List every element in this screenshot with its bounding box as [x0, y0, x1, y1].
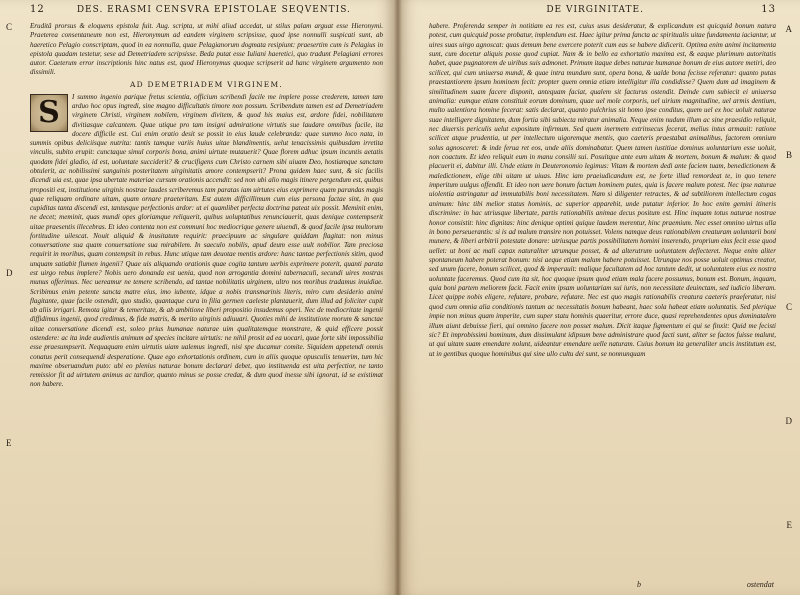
left-page	[0, 0, 397, 595]
left-intro-text: Eruditâ prorsus & eloquens epistola fuit. Aug. scripta, ut mihi aliud accedat, ut stilus palam arguat esse Hieronymi. Praeterea consentaneum non est, Hieronymum ad eandem virginem scripsisse, quod ipse nonnulli suspicati sunt, ab haeretico Pelagio conscriptam, quod in ea nonnulla, quae Pelagianorum dogmata resipiunt: praesertim cum is Pelagius in epistola quadam testetur, sese ad Demetriadem scripsisse. Beda putat esse Iuliani haeretici, quo tradunt Pelagiani errores autor. Caeterum error inscriptionis hinc natus est, quod Hieronymus quoque scripserit ad hanc virginem argumento non dissimili.	[30, 22, 383, 77]
left-marginal-letter-c: C	[6, 22, 13, 32]
right-marginal-letter-b: B	[785, 150, 792, 160]
right-marginal-letter-c: C	[785, 302, 792, 312]
right-page-number: 13	[761, 4, 776, 15]
left-marginal-letter-e: E	[6, 438, 12, 448]
right-marginal-letter-d: D	[785, 416, 792, 426]
left-running-title: DES. ERASMI CENSVRA EPISTOLAE SEQVENTIS.	[76, 5, 351, 15]
catchword: ostendat	[746, 580, 774, 589]
right-running-head	[429, 4, 776, 18]
left-page-number: 12	[30, 4, 45, 15]
right-main-text: habere. Proferenda semper in notitiam ea res est, cuius usus desideratur, & explicandum est quicquid bonum natura potest, cum quicquid posse probatur, implendum est. Haec igitur prima fancta ac spiritualis uitae fundamenta iaciantur, ut uires suas uirgo agnoscat: quas demum bene exercere poterit cum eas se habere didicerit. Optima enim animi incitamenta sunt, cum docetur aliquis posse quod cupiat. Nam & in bello ea exhortatio maxima est, & eaque plurimum autoritatis habet, quae pugnatorem de uiribus suis admonet. Primum itaque debes naturae humanae bonum de eius autore metiri, deo scilicet, qui cum uniuersa mundi, & quae intra mundum sunt, opera bona, & ualde bona fecisse referatur: quanto putas praestantiorem ipsum hominem fecit: propter quem omnia etiam intelligitur illa condidisse? Quem dum ad imaginem & similitudinem suam facere disponit, antequam faciat, qualem sit facturus ostendit. Deinde cum subiecit ei uniuersa animalia: eumque etiam constituit eorum dominum, quae uel mole corporis, uel uirium magnitudine, uel armis dentium, multo ualentiora homine fecerat: satis declarat, quanto pulchrius sit homo ipse conditus, quem uel ex hoc uoluit naturae suae intelligere dignitatem, dum fortia sibi subiecta miratur animalia. Neque enim nudum illum ac sine praesidio reliquit, nec diuersis periculis uelut expositum infirmum. Sed quem inermem extrinsecus fecerat, melius intus armauit: ratione scilicet atque prudentia, ut per intellectum uigoremque mentis, quo caeteris praestabat animalibus, factorem omnium solus agnosceret: & inde ferua ret eos, unde aliis dominabatur. Quem tamen iustitiae dominus uoluntarium esse uoluit, non coactum. Et ideo reliquit eum in manu consilii sui. Posuitque ante eum uitam & mortem, bonum & malum: & quod placuerit ei, dabitur illi. Unde etiam in Deuteronomio legimus: Vitam & mortem dedi ante faciem tuam, benedictionem & maledictionem, elige tibi uitam ut uiuas. Hinc iam praeiudicandum est, ne forte illud remordeat te, in quo tenere imperitum uulgus offendit. Et ideo non uere bonum factum hominem putes, quia is facere malum potest. Nec ipse naturae uiolentia astringatur ad immutabilis boni necessitatem. Nam si diligenter retractes, & ad subtiliorem intellectum cogas animum: hinc tibi melior status hominis, ac superior apparebit, unde putatur inferior. In hoc enim gemini itineris discrimine: in hac utriusque libertate, partis rationabilis animae decus positum est. Hinc inquam totus naturae nostrae honor consistit: hinc dignitas: hinc denique optimi quique laudem merentur, hinc praemium. Nec esset omnino uirtus ulla in bono perseuerantis: si is ad malum transire non potuisset. Volens namque deus rationabilem creaturam uoluntarii boni munere, & liberi arbitrii potestate donare: utriusque partis possibilitatem homini inserendo, proprium eius fecit esse quod uellet: ut boni ac mali capax naturaliter utrumque posset, & ad alterutrum uoluntatem deflecteret. Neque enim aliter spontaneum habere poterat bonum: nisi aeque etiam malum habere potuisset. Utrunque nos posse uoluit optimus creator, sed unum facere, bonum scilicet, quod & imperauit: malique facultatem ad hoc tantum dedit, ut uoluntatem eius ex nostra uoluntate faceremus. Quod cum ita sit, hoc quoque ipsum quod etiam mala facere possumus, bonum est. Bonum, inquam, quia boni partem meliorem facit. Facit enim ipsam uoluntariam sui iuris, non necessitate deuinctam, sed iudicio liberam. Licet quippe nobis eligere, refutare, probare, refutare. Nec est quo magis rationabilis creatura caeteris praeferatur, nisi quod cum omnia alia conditionis tantum ac necessitatis bonum habeant, haec sola habeat etiam uoluntatis. Sed plerique impie non minus quam imperite, cum super statu hominis quaeritur, errore duce, quasi reprehendentes opus dominatalem illum aiunt debuisse fieri, qui omnino facere non posset malum. Dicit itaque figmentum ei qui se finxit: Quid me fecisti sic? Et improbissimi hominum, dum dissimulant idipsum bene administrare quod facti sunt, aliter se factos fuisse malunt, ut qui uitam suam emendare nolunt, uideantur emendare uelle naturam. Cuius bonum ita generaliter uncis institutum est, ut in gentibus quoque hominibus qui sine ullo cultu dei sunt, se nonnunquam	[429, 22, 776, 358]
left-main-text	[30, 93, 383, 390]
section-heading: AD DEMETRIADEM VIRGINEM.	[130, 79, 283, 89]
right-marginal-letter-e: E	[786, 520, 792, 530]
dropcap-initial: S	[30, 94, 68, 132]
left-running-head	[30, 4, 383, 18]
right-running-title: DE VIRGINITATE.	[546, 5, 644, 15]
left-main-text-body: I summo ingenio parique fretus scientia, officium scribendi facile me implere posse crederem, tamen tam arduo hoc opus ingredi, sine magno difficultatis timore non possum. Scribendum tamen est ad Demetriadem virginem Christi, virginem nobilem, virginem divitem, & quod his maius est, ardore fidei, nobilitatem divitiasque calcantem. Quae utique pro tam insigni admiratione virtutis sue laudare omnibus facile, ita docere difficile est. Cui enim oratio desit se possit in eius laude celebranda: quae summo loco nata, in summis opibus deliciisque nutrita: tantis tamque variis huius uitae blandimentis, uelut tenacissimis quibusdam irretita vinculis, subito erupit: cunctaque simul corporis bona, animi uirtute mutauerit? Quae florem adhuc ipsum incuntis aetatis quodam fidei gladio, id est, uoluntate succiderit? & crucifigens cum Christo carnem sibi uiuam Deo, hostiamque sanctam obtulerit, ac nobilissimi sanguinis posteritatem uirginitatis amore contempserit? Prona quidem haec sunt, & sic facilis dicendi uia est, quae ipsa ubertate materiae cursum orationis accendit: sed non ubi alio magis itinere pergendum est, quibus propositi est, institutione uirginis nostrae laudes scriberemus tam paratas iam uirtutes eius exprimere quam parandas magis quae reliquam ordinare uitam, quam ornare praeteritam. Est autem difficillimum cum eius persona factae sint, in qua cupiditas tanta discendi est, tantusque perfectionis ardor: ut ei quamlibet perfecta doctrina pateat uix possit. Meminit enim, ne decet; meminit, quas mundi opes gloriamque reliquerit, quibus uoluptatibus renunciauerit, quas denique contempserit uitae praesentis illecebras. Et ideo contenta non est communi hoc mediocrique genere uiuendi, & quod facile ipsa multorum fortitudine uilescat. Nouit aliquid & inusitatum requirit: praecipuum ac singulare quiddam flagitat: non minus conuersatione sua quam conuersatione sua mirabilem. In saeculo nobilis, apud deum esse uult nobilior. Tam preciosa requirit in moribus, quam contempsit in rebus. Hunc utique tam deuotae mentis ardore: hanc tantae perfectionis sitim, quod unquam satiabit flumen ingenii? Quae uis aliquando orationis quae cogita tantum uerbis exprimere poterit, quanti parata est uirgo rebus implere? Nobis uero donanda est uenia, quod non arrogantia domini tabernaculi, secundi uires nostras munus offerimus. Nec uereamur ne temere scribendo, ad tantae nobilitatis uirginem, ultro nos moribus tradamus inuidiae. Scribimus enim petente sancta matre eius, imo iubente, idque a nobis transmarinis literis, miro cum desiderio animi flagitante, quae facile ostendit, quo studio, quantaque cura in filia germen caeleste plantauerit, dum illud ad foliciter cupit ab aliis irrigari. Remota igitur & temeritate, & ab ambitione liberi propositio insudemus operi. Nec de mediocritate ingenii diffidimus ingenii, quod credimus, & fide matris, & merito uirginis adiuuari. Quoties mihi de institutione morum & sanctae uitae conuersatione dicendi est, soleo prius humanae naturae uim qualitatemque monstrare, & quid efficere possit ostendere: ac ita inde audientis animum ad species incitare uirtutis: ne nihil prosit ad ea uocari, quae forte sibi impossibilia esse praesumpserit. Nequaquam enim uirtutis uiam ualemus ingredi, nisi spe ducamur comite. Siquidem appetendi omnis conatus perit consequendi desperatione. Quae ego exhortationis ordinem, cum in aliis quoque opusculis tenuerim, tum hic maxime obseruandum puto: ubi eo plenius naturae bonum declarari debet, quo instituenda est uita perfectior, ne tanto remissior fit ad uirtutem animus ac tardior, quanto minus se posse credat, & dum quod inesse sibi ignorat, id se existimat non habere.	[30, 92, 383, 389]
signature-mark: b	[637, 580, 641, 589]
right-page	[397, 0, 800, 595]
left-marginal-letter-d: D	[6, 268, 13, 278]
right-marginal-letter-a: A	[785, 24, 792, 34]
